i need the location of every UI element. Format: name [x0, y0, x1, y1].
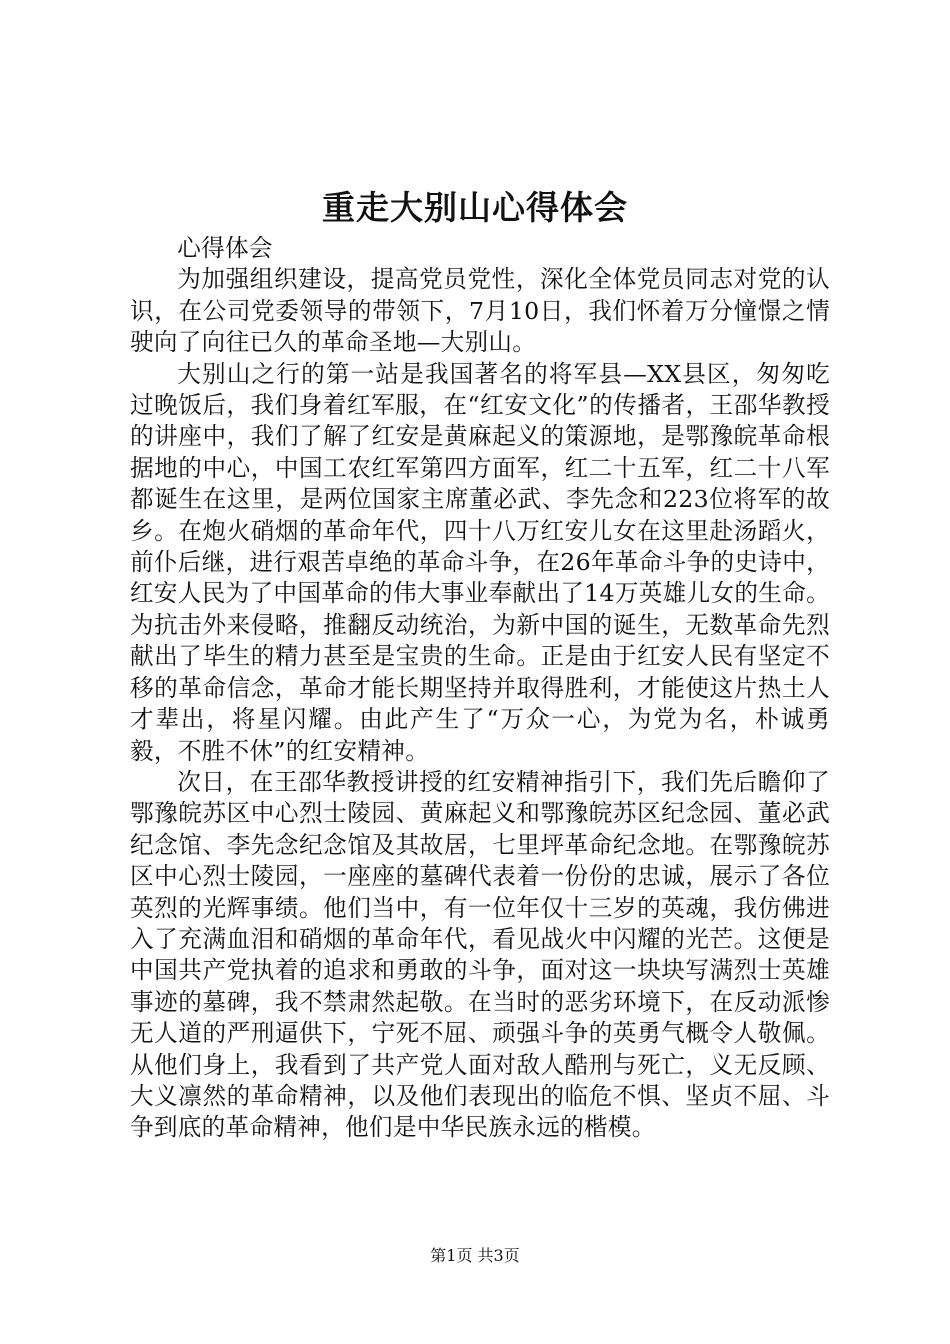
document-body [130, 233, 830, 1144]
page-number-footer: 第1页 共3页 [430, 1246, 520, 1265]
paragraph: 大别山之行的第一站是我国著名的将军县—XX县区，匆匆吃过晚饭后，我们身着红军服，在“红安文化”的传播者，王邵华教授的讲座中，我们了解了红安是黄麻起义的策源地，是鄂豫皖革命根据地的中心，中国工农红军第四方面军，红二十五军，红二十八军都诞生在这里，是两位国家主席董必武、李先念和223位将军的故乡。在炮火硝烟的革命年代，四十八万红安儿女在这里赴汤蹈火，前仆后继，进行艰苦卓绝的革命斗争，在26年革命斗争的史诗中，红安人民为了中国革命的伟大事业奉献出了14万英雄儿女的生命。为抗击外来侵略，推翻反动统治，为新中国的诞生，无数革命先烈献出了毕生的精力甚至是宝贵的生命。正是由于红安人民有坚定不移的革命信念，革命才能长期坚持并取得胜利，才能使这片热土人才辈出，将星闪耀。由此产生了“万众一心，为党为名，朴诚勇毅，不胜不休”的红安精神。 [130, 359, 830, 765]
paragraph: 次日，在王邵华教授讲授的红安精神指引下，我们先后瞻仰了鄂豫皖苏区中心烈士陵园、黄麻起义和鄂豫皖苏区纪念园、董必武纪念馆、李先念纪念馆及其故居，七里坪革命纪念地。在鄂豫皖苏区中心烈士陵园，一座座的墓碑代表着一份份的忠诚，展示了各位英烈的光辉事绩。他们当中，有一位年仅十三岁的英魂，我仿佛进入了充满血泪和硝烟的革命年代，看见战火中闪耀的光芒。这便是中国共产党执着的追求和勇敢的斗争，面对这一块块写满烈士英雄事迹的墓碑，我不禁肃然起敬。在当时的恶劣环境下，在反动派惨无人道的严刑逼供下，宁死不屈、顽强斗争的英勇气概令人敬佩。从他们身上，我看到了共产党人面对敌人酷刑与死亡，义无反顾、大义凛然的革命精神，以及他们表现出的临危不惧、坚贞不屈、斗争到底的革命精神，他们是中华民族永远的楷模。 [130, 767, 830, 1142]
document-title: 重走大别山心得体会 [322, 188, 628, 227]
paragraph-heading: 心得体会 [177, 234, 273, 262]
paragraph: 为加强组织建设，提高党员党性，深化全体党员同志对党的认识，在公司党委领导的带领下，7月10日，我们怀着万分憧憬之情驶向了向往已久的革命圣地—大别山。 [130, 265, 830, 357]
